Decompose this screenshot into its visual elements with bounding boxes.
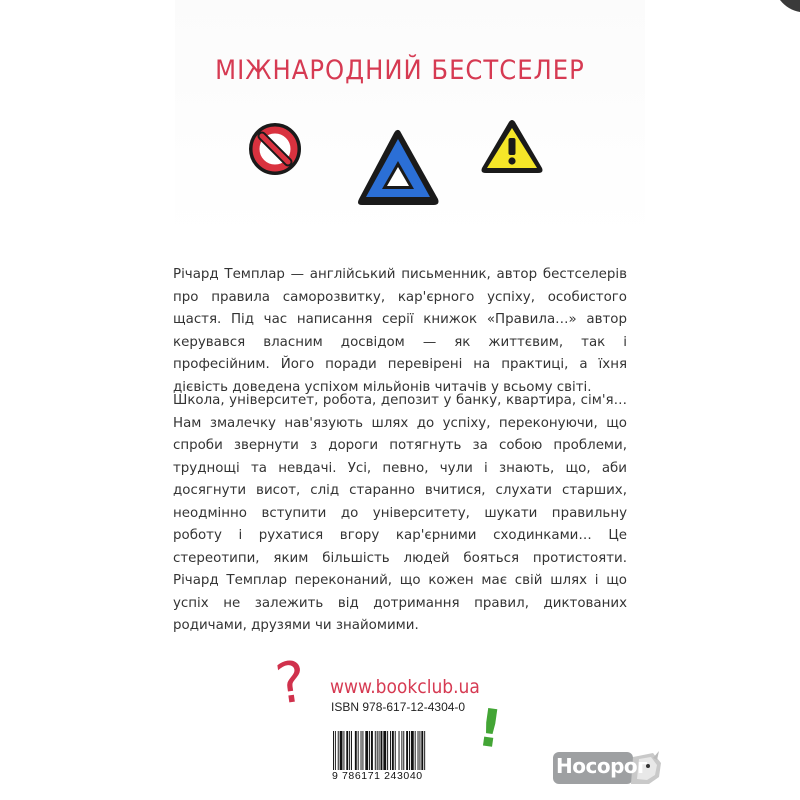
barcode-bar: [343, 731, 344, 771]
barcode-bar: [349, 731, 350, 771]
barcode-bar: [390, 731, 391, 771]
nosorog-watermark-text: Носорог: [556, 754, 648, 778]
barcode-bar: [383, 731, 386, 771]
barcode-bar: [369, 731, 370, 771]
publisher-website-link[interactable]: www.bookclub.ua: [330, 676, 480, 698]
barcode-bar: [392, 731, 394, 771]
barcode-bar: [351, 731, 352, 771]
barcode-bar: [361, 731, 362, 771]
barcode-bar: [399, 731, 400, 771]
book-description-paragraph: Школа, університет, робота, депозит у банку, квартира, сім'я… Нам змалечку нав'язують шлях до успіху, переконуючи, що спроби звернути з дороги потягнуть за собою проблеми, труднощі та невдачі. Усі, певно, чули і знають, що, аби досягнути висот, слід старанно вчитися, слухати старших, неодмінно вступити до університету, шукати правильну роботу і рухатися вгору кар'єрними сходинками… Це стереотипи, яким більшість людей бояться протистояти. Річард Темплар переконаний, що кожен має свій шлях і що успіх не залежить від дотримання правил, диктованих родичами, друзями чи знайомими.: [173, 393, 627, 633]
barcode-bar: [358, 731, 359, 771]
barcode-bar: [338, 731, 339, 771]
isbn-number: ISBN 978-617-12-4304-0: [331, 700, 466, 714]
barcode-bar: [355, 731, 357, 771]
barcode-bar: [346, 731, 348, 771]
barcode-bar: [381, 731, 383, 771]
barcode-bar: [340, 731, 343, 771]
barcode-bar: [395, 731, 396, 771]
corner-mark: [780, 0, 800, 12]
barcode-bar: [421, 731, 423, 771]
barcode-bar: [362, 731, 363, 771]
barcode-bar: [365, 731, 368, 771]
barcode-bar: [401, 731, 402, 771]
barcode-bar: [406, 731, 408, 771]
barcode-bar: [371, 731, 373, 771]
barcode-bar: [415, 731, 416, 771]
exclamation-mark-icon: !: [473, 697, 506, 761]
barcode-bar: [419, 731, 420, 771]
triangle-icon: [352, 125, 444, 211]
warning-icon: [479, 118, 545, 176]
barcode-bar: [375, 731, 376, 771]
cover-headline: МІЖНАРОДНИЙ БЕСТСЕЛЕР: [215, 55, 585, 86]
barcode-bar: [377, 731, 378, 771]
barcode-bar: [411, 731, 414, 771]
barcode-bar: [409, 731, 410, 771]
barcode-bar: [403, 731, 404, 771]
barcode-bar: [387, 731, 388, 771]
author-paragraph: Річард Темплар — англійський письменник, автор бестселерів про правила саморозвитку, кар'єрного успіху, особистого щастя. Під час написання серії книжок «Правила…» автор керувався власним досвідом — як життєвим, так і професійним. Його поради перевірені на практиці, а їхня дієвість доведена успіхом мільйонів читачів у всьому світі.: [173, 267, 627, 395]
no-entry-icon: [247, 121, 303, 177]
question-mark-icon: ?: [271, 649, 311, 718]
barcode-digits: 9 786171 243040: [330, 770, 470, 782]
barcode-bar: [418, 731, 419, 771]
